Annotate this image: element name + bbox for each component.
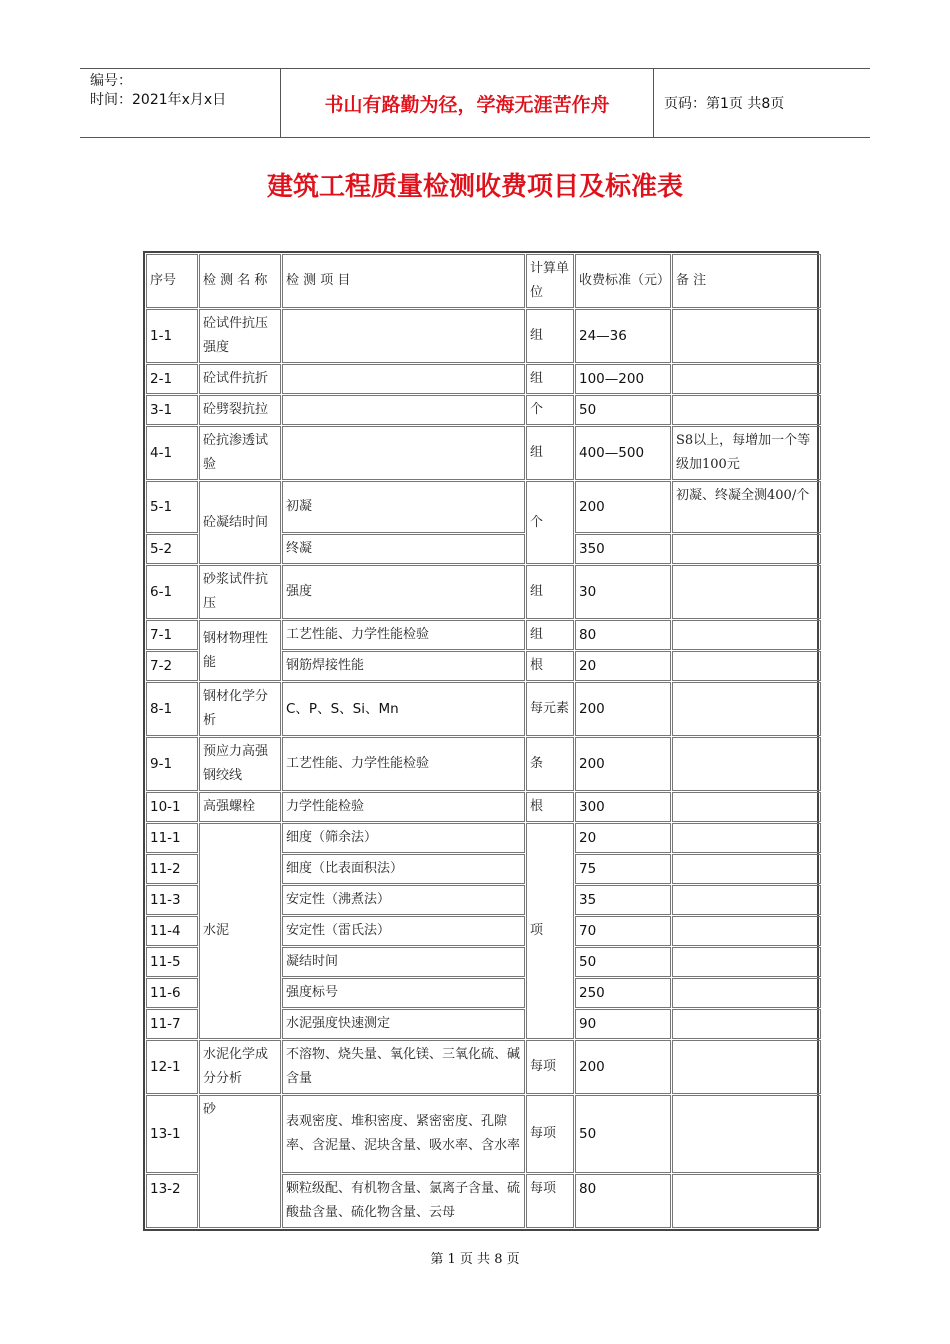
- cell-seq: 11-1: [146, 823, 198, 853]
- header-name: 检 测 名 称: [199, 254, 281, 308]
- cell-price: 20: [575, 651, 671, 681]
- cell-item: [282, 364, 525, 394]
- cell-note: [672, 364, 821, 394]
- cell-note: [672, 823, 821, 853]
- cell-price: 24—36: [575, 309, 671, 363]
- cell-unit: 组: [526, 364, 574, 394]
- time-label: 时间：2021年x月x日: [90, 92, 227, 108]
- cell-name: 砼劈裂抗拉: [199, 395, 281, 425]
- cell-price: 300: [575, 792, 671, 822]
- cell-note: [672, 1040, 821, 1094]
- cell-item: C、P、S、Si、Mn: [282, 682, 525, 736]
- cell-item: 初凝: [282, 481, 525, 533]
- cell-item: 凝结时间: [282, 947, 525, 977]
- cell-seq: 7-1: [146, 620, 198, 650]
- cell-name: 预应力高强钢绞线: [199, 737, 281, 791]
- cell-unit: 每元素: [526, 682, 574, 736]
- cell-name: 砼试件抗压强度: [199, 309, 281, 363]
- cell-seq: 11-4: [146, 916, 198, 946]
- cell-note: 初凝、终凝全测400/个: [672, 481, 821, 533]
- cell-name: 钢材化学分析: [199, 682, 281, 736]
- cell-item: 安定性（沸煮法）: [282, 885, 525, 915]
- cell-seq: 11-2: [146, 854, 198, 884]
- cell-seq: 11-6: [146, 978, 198, 1008]
- cell-note: [672, 737, 821, 791]
- cell-name: 砂: [199, 1095, 281, 1228]
- cell-item: 安定性（雷氏法）: [282, 916, 525, 946]
- table-row: [146, 792, 821, 822]
- cell-note: [672, 1174, 821, 1228]
- cell-item: 钢筋焊接性能: [282, 651, 525, 681]
- cell-seq: 3-1: [146, 395, 198, 425]
- table-row: [146, 395, 821, 425]
- cell-note: [672, 1009, 821, 1039]
- cell-seq: 7-2: [146, 651, 198, 681]
- cell-unit: 个: [526, 481, 574, 564]
- cell-item: 工艺性能、力学性能检验: [282, 620, 525, 650]
- table-row: [146, 481, 821, 533]
- cell-unit: 每项: [526, 1095, 574, 1173]
- cell-item: [282, 309, 525, 363]
- cell-note: [672, 534, 821, 564]
- cell-price: 100—200: [575, 364, 671, 394]
- table-row: [146, 565, 821, 619]
- table-row: [146, 620, 821, 650]
- cell-unit: 组: [526, 565, 574, 619]
- cell-seq: 1-1: [146, 309, 198, 363]
- cell-note: [672, 309, 821, 363]
- cell-seq: 13-2: [146, 1174, 198, 1228]
- cell-item: 强度: [282, 565, 525, 619]
- cell-note: [672, 1095, 821, 1173]
- cell-note: S8以上，每增加一个等级加100元: [672, 426, 821, 480]
- cell-note: [672, 885, 821, 915]
- cell-unit: 根: [526, 651, 574, 681]
- cell-price: 70: [575, 916, 671, 946]
- cell-note: [672, 916, 821, 946]
- document-title: 建筑工程质量检测收费项目及标准表: [266, 172, 683, 202]
- header-seq: 序号: [146, 254, 198, 308]
- page-header: [80, 68, 870, 138]
- cell-price: 50: [575, 1095, 671, 1173]
- cell-name: 钢材物理性能: [199, 620, 281, 681]
- cell-price: 30: [575, 565, 671, 619]
- cell-seq: 12-1: [146, 1040, 198, 1094]
- cell-item: 细度（比表面积法）: [282, 854, 525, 884]
- cell-name: 砼试件抗折: [199, 364, 281, 394]
- cell-note: [672, 620, 821, 650]
- table-row: [146, 823, 821, 853]
- header-note: 备 注: [672, 254, 821, 308]
- cell-note: [672, 947, 821, 977]
- cell-note: [672, 682, 821, 736]
- cell-item: 工艺性能、力学性能检验: [282, 737, 525, 791]
- table-row: [146, 1040, 821, 1094]
- cell-seq: 10-1: [146, 792, 198, 822]
- cell-item: 终凝: [282, 534, 525, 564]
- cell-seq: 8-1: [146, 682, 198, 736]
- table-row: [146, 426, 821, 480]
- table-row: [146, 309, 821, 363]
- cell-price: 50: [575, 395, 671, 425]
- cell-item: 表观密度、堆积密度、紧密密度、孔隙率、含泥量、泥块含量、吸水率、含水率: [282, 1095, 525, 1173]
- cell-seq: 11-5: [146, 947, 198, 977]
- table-row: [146, 737, 821, 791]
- cell-note: [672, 854, 821, 884]
- cell-seq: 5-1: [146, 481, 198, 533]
- table-row: [146, 364, 821, 394]
- cell-item: 力学性能检验: [282, 792, 525, 822]
- cell-seq: 13-1: [146, 1095, 198, 1173]
- header-motto: 书山有路勤为径，学海无涯苦作舟: [281, 69, 654, 137]
- cell-price: 200: [575, 481, 671, 533]
- cell-unit: 每项: [526, 1040, 574, 1094]
- cell-price: 80: [575, 620, 671, 650]
- cell-unit: 项: [526, 823, 574, 1039]
- cell-item: 水泥强度快速测定: [282, 1009, 525, 1039]
- cell-note: [672, 978, 821, 1008]
- header-unit: 计算单位: [526, 254, 574, 308]
- cell-name: 水泥化学成分分析: [199, 1040, 281, 1094]
- cell-price: 20: [575, 823, 671, 853]
- cell-name: 水泥: [199, 823, 281, 1039]
- cell-price: 75: [575, 854, 671, 884]
- page-footer: 第 1 页 共 8 页: [430, 1252, 520, 1267]
- cell-price: 90: [575, 1009, 671, 1039]
- cell-price: 200: [575, 682, 671, 736]
- cell-price: 50: [575, 947, 671, 977]
- fee-table: [145, 253, 822, 1229]
- cell-unit: 组: [526, 620, 574, 650]
- number-label: 编号：: [90, 73, 132, 89]
- cell-name: 砼凝结时间: [199, 481, 281, 564]
- cell-note: [672, 651, 821, 681]
- cell-price: 200: [575, 737, 671, 791]
- cell-seq: 9-1: [146, 737, 198, 791]
- cell-name: 高强螺栓: [199, 792, 281, 822]
- cell-name: 砼抗渗透试验: [199, 426, 281, 480]
- cell-unit: 条: [526, 737, 574, 791]
- cell-item: 不溶物、烧失量、氧化镁、三氧化硫、碱含量: [282, 1040, 525, 1094]
- cell-item: [282, 395, 525, 425]
- cell-unit: 每项: [526, 1174, 574, 1228]
- cell-unit: 组: [526, 426, 574, 480]
- cell-item: 强度标号: [282, 978, 525, 1008]
- header-page-info: 页码：第1页 共8页: [664, 96, 785, 112]
- cell-unit: 组: [526, 309, 574, 363]
- table-row: [146, 1095, 821, 1173]
- cell-unit: 根: [526, 792, 574, 822]
- cell-unit: 个: [526, 395, 574, 425]
- table-row: [146, 682, 821, 736]
- cell-price: 35: [575, 885, 671, 915]
- cell-name: 砂浆试件抗压: [199, 565, 281, 619]
- cell-item: 颗粒级配、有机物含量、氯离子含量、硫酸盐含量、硫化物含量、云母: [282, 1174, 525, 1228]
- cell-price: 400—500: [575, 426, 671, 480]
- cell-seq: 5-2: [146, 534, 198, 564]
- cell-item: 细度（筛余法）: [282, 823, 525, 853]
- header-left: [80, 69, 281, 137]
- cell-price: 200: [575, 1040, 671, 1094]
- cell-price: 350: [575, 534, 671, 564]
- table-header-row: [146, 254, 821, 308]
- cell-price: 80: [575, 1174, 671, 1228]
- cell-item: [282, 426, 525, 480]
- cell-seq: 2-1: [146, 364, 198, 394]
- cell-seq: 4-1: [146, 426, 198, 480]
- header-price: 收费标准（元）: [575, 254, 671, 308]
- fee-table-frame: [143, 251, 819, 1231]
- cell-price: 250: [575, 978, 671, 1008]
- cell-note: [672, 565, 821, 619]
- cell-seq: 6-1: [146, 565, 198, 619]
- header-item: 检 测 项 目: [282, 254, 525, 308]
- cell-seq: 11-7: [146, 1009, 198, 1039]
- cell-note: [672, 395, 821, 425]
- cell-note: [672, 792, 821, 822]
- cell-seq: 11-3: [146, 885, 198, 915]
